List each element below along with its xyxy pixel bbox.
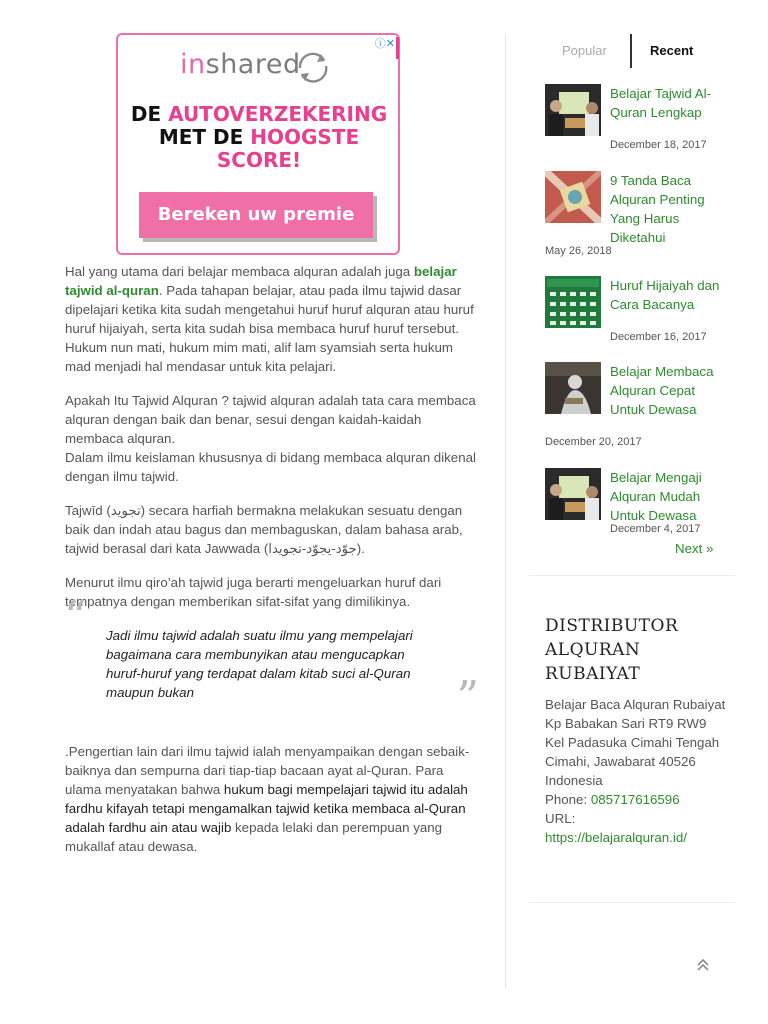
post-date: December 18, 2017 — [610, 139, 707, 151]
tab-popular[interactable]: Popular — [562, 43, 607, 58]
ad-headline-2a: MET DE — [158, 125, 251, 149]
post-thumbnail-image[interactable] — [545, 171, 601, 223]
p2-text-a: Apakah Itu Tajwid Alquran ? tajwid alquran adalah tata cara membaca alquran dengan baik dan benar, sesui dengan kaidah-kaidah membaca alquran. — [65, 393, 476, 446]
post-title-link[interactable]: Huruf Hijaiyah dan Cara Bacanya — [610, 278, 720, 312]
ad-cta-button[interactable]: Bereken uw premie — [139, 192, 373, 238]
distributor-address — [545, 695, 735, 847]
ad-logo — [180, 49, 301, 80]
post-date: May 26, 2018 — [545, 245, 612, 257]
ad-headline-1a: DE — [130, 103, 169, 126]
address-country: Indonesia — [545, 773, 603, 788]
close-quote-icon: ” — [456, 672, 479, 723]
article-paragraph-3: Tajwīd (تجويد) secara harfiah bermakna melakukan sesuatu dengan baik dan indah atau bagus dan membaguskan, dalam bahasa arab, tajwid berasal dari kata Jawwada (جوّد-يجوّد-تجويدا). — [65, 503, 463, 556]
website-link[interactable]: https://belajaralquran.id/ — [545, 830, 687, 845]
widget-separator — [529, 575, 735, 576]
ad-edge-divider — [396, 37, 399, 59]
post-title-link[interactable]: 9 Tanda Baca Alquran Penting Yang Harus Diketahui — [610, 173, 705, 245]
article-paragraph-4: Menurut ilmu qiro’ah tajwid juga berarti mengeluarkan huruf dari tempatnya dengan memberikan sifat-sifat yang dimilikinya. — [65, 575, 442, 609]
post-date: December 20, 2017 — [545, 436, 642, 448]
ad-logo-shared: shared — [205, 49, 301, 80]
post-date: December 16, 2017 — [610, 331, 707, 343]
sidebar-tabs — [545, 34, 735, 70]
next-page-link[interactable]: Next » — [675, 541, 714, 556]
p2-text-b: Dalam ilmu keislaman khususnya di bidang membaca alquran dikenal dengan ilmu tajwid. — [65, 450, 476, 484]
post-thumbnail-image[interactable] — [545, 84, 601, 136]
refresh-arrows-icon — [292, 48, 334, 86]
post-title-link[interactable]: Belajar Mengaji Alquran Mudah Untuk Dewasa — [610, 470, 702, 523]
post-date: December 4, 2017 — [610, 523, 701, 535]
address-url-label: URL: — [545, 811, 576, 826]
ad-logo-in: in — [180, 49, 206, 80]
ad-headline — [124, 103, 394, 172]
widget-title: DISTRIBUTOR ALQURAN RUBAIYAT — [545, 616, 679, 684]
p1-text-b: . Pada tahapan belajar, atau pada ilmu tajwid dasar dipelajari ketika kita sudah mengetahui huruf huruf alquran atau huruf huruf hijaiyah, serta kita sudah bisa membaca huruf huruf tersebut. Hukum nun mati, hukum mim mati, alif lam syamsiah serta hukum mad menjadi hal mendasar untuk kita pelajari. — [65, 283, 474, 374]
chevron-double-up-icon[interactable] — [696, 957, 710, 973]
article-body — [65, 262, 477, 871]
phone-link[interactable]: 085717616596 — [590, 792, 680, 807]
address-district: Kel Padasuka Cimahi Tengah — [545, 735, 720, 750]
post-title-link[interactable]: Belajar Membaca Alquran Cepat Untuk Dewasa — [610, 364, 714, 417]
p1-text-a: Hal yang utama dari belajar membaca alquran adalah juga — [65, 264, 414, 279]
tab-active-indicator — [630, 34, 632, 68]
advertisement[interactable] — [116, 33, 400, 255]
p5-text-b: kepada lelaki dan perempuan yang mukallaf atau dewasa. — [65, 820, 443, 854]
tajwid-link[interactable]: belajar tajwid al-quran — [65, 264, 457, 298]
article-paragraph-5 — [65, 742, 477, 856]
article-paragraph-2 — [65, 391, 477, 486]
open-quote-icon: “ — [64, 592, 87, 643]
post-title-link[interactable]: Belajar Tajwid Al-Quran Lengkap — [610, 86, 712, 120]
ad-choices-icon[interactable]: ⓘ✕ — [374, 38, 395, 50]
address-phone-row — [545, 790, 735, 809]
address-name: Belajar Baca Alquran Rubaiyat — [545, 697, 726, 712]
post-thumbnail-image[interactable] — [545, 362, 601, 414]
post-thumbnail-image[interactable] — [545, 276, 601, 328]
p5-text-emphasis: hukum bagi mempelajari tajwid itu adalah fardhu kifayah tetapi mengamalkan tajwid ketika membaca al-Quran adalah fardhu ain atau wajib — [65, 782, 468, 835]
sidebar-divider — [505, 34, 506, 989]
address-city: Cimahi, Jawabarat 40526 — [545, 754, 696, 769]
phone-label: Phone: — [545, 792, 591, 807]
article-paragraph-1 — [65, 262, 477, 376]
quote-text: Jadi ilmu tajwid adalah suatu ilmu yang mempelajari bagaimana cara membunyikan atau mengucapkan huruf-huruf yang terdapat dalam kitab suci al-Quran maupun bukan — [106, 628, 413, 700]
address-street: Kp Babakan Sari RT9 RW9 — [545, 716, 707, 731]
ad-headline-1b: AUTOVERZEKERING — [168, 103, 388, 126]
p5-text-a: .Pengertian lain dari ilmu tajwid ialah menyampaikan dengan sebaik-baiknya dan sempurna dari tiap-tiap bacaan ayat al-Quran. Para ulama menyatakan bahwa — [65, 744, 470, 797]
widget-separator-bottom — [529, 902, 735, 903]
post-thumbnail-image[interactable] — [545, 468, 601, 520]
tab-recent[interactable]: Recent — [650, 43, 694, 58]
ad-headline-2b: HOOGSTE — [250, 125, 360, 149]
ad-headline-3: SCORE! — [216, 148, 302, 172]
